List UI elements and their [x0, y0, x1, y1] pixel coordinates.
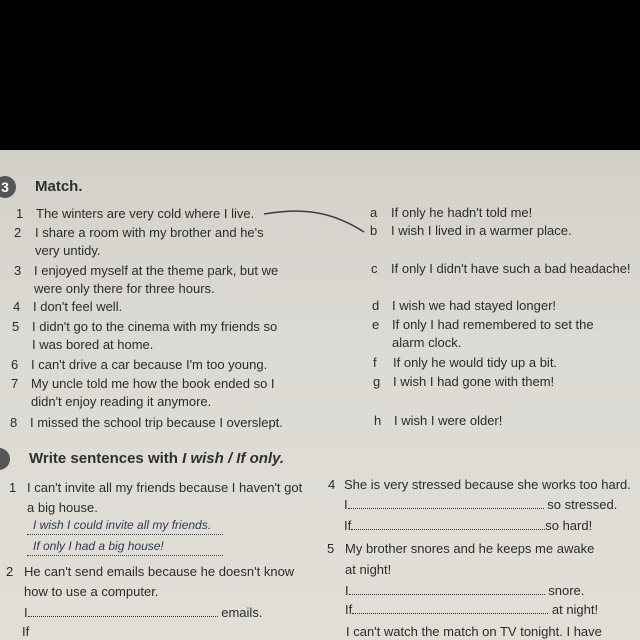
- answer-line: [22, 624, 29, 639]
- answer-start: I: [24, 605, 28, 620]
- question-text-partial: I can't watch the match on TV tonight. I have: [346, 624, 602, 639]
- blank[interactable]: [352, 602, 548, 614]
- item-number: 7: [11, 376, 19, 391]
- answer-letter: e: [372, 317, 380, 332]
- answer-start: If: [344, 518, 352, 533]
- question-number: 4: [328, 477, 336, 492]
- item-number: 2: [14, 225, 22, 240]
- item-text: didn't enjoy reading it anymore.: [31, 394, 212, 409]
- question-text: I can't invite all my friends because I haven't got: [27, 480, 303, 495]
- answer-line: [27, 518, 223, 535]
- answer-letter: h: [374, 413, 382, 428]
- item-text: I share a room with my brother and he's: [35, 225, 264, 240]
- answer-text: I wish we had stayed longer!: [392, 298, 557, 313]
- answer-text: I wish I had gone with them!: [393, 374, 555, 389]
- answer-start: I: [344, 497, 348, 512]
- handwritten-answer: I wish I could invite all my friends.: [33, 518, 212, 532]
- handwritten-answer: If only I had a big house!: [33, 539, 164, 553]
- answer-text: I wish I were older!: [394, 413, 503, 428]
- item-number: 8: [10, 415, 18, 430]
- question-text: He can't send emails because he doesn't know: [24, 564, 295, 579]
- answer-text: If only I had remembered to set the: [392, 317, 594, 332]
- answer-end: at night!: [551, 602, 599, 617]
- item-number: 6: [11, 357, 19, 372]
- answer-letter: b: [370, 223, 378, 238]
- question-text: My brother snores and he keeps me awake: [345, 541, 595, 556]
- question-text: She is very stressed because she works too hard.: [344, 477, 631, 492]
- item-text: very untidy.: [35, 243, 101, 258]
- answer-text: If only I didn't have such a bad headache!: [391, 261, 631, 276]
- answer-line: [344, 518, 592, 533]
- question-number: 2: [6, 564, 14, 579]
- exercise-badge: [0, 448, 10, 470]
- answer-start: If: [22, 624, 30, 639]
- answer-letter: c: [371, 261, 378, 276]
- question-text: how to use a computer.: [24, 584, 159, 599]
- blank[interactable]: [348, 497, 544, 509]
- item-number: 5: [12, 319, 20, 334]
- answer-text: If only he hadn't told me!: [391, 205, 533, 220]
- answer-text: alarm clock.: [392, 335, 462, 350]
- answer-line: [24, 605, 262, 620]
- item-text: I was bored at home.: [32, 337, 154, 352]
- question-number: 5: [327, 541, 335, 556]
- answer-end: so stressed.: [547, 497, 618, 512]
- workbook-page: [0, 150, 640, 640]
- answer-line: [27, 539, 223, 556]
- blank[interactable]: [349, 583, 545, 595]
- answer-text: If only he would tidy up a bit.: [393, 355, 558, 370]
- blank[interactable]: [28, 605, 218, 617]
- blank[interactable]: [351, 518, 545, 530]
- item-number: 1: [16, 206, 24, 221]
- exercise-title: [29, 450, 284, 467]
- item-text: I enjoyed myself at the theme park, but we: [34, 263, 279, 278]
- item-text: I didn't go to the cinema with my friends so: [32, 319, 278, 334]
- exercise-title: Match.: [35, 178, 83, 195]
- answer-line: [345, 583, 584, 598]
- item-text: I missed the school trip because I overslept.: [30, 415, 283, 430]
- answer-letter: g: [373, 374, 381, 389]
- exercise-number: 3: [1, 179, 9, 195]
- exercise-number-badge: [0, 176, 16, 198]
- item-number: 4: [13, 299, 21, 314]
- answer-letter: a: [370, 205, 378, 220]
- item-text: The winters are very cold where I live.: [36, 206, 255, 221]
- item-text: were only there for three hours.: [34, 281, 215, 296]
- item-number: 3: [14, 263, 22, 278]
- question-text: at night!: [345, 562, 392, 577]
- answer-end: emails.: [221, 605, 263, 620]
- item-text: I can't drive a car because I'm too young.: [31, 357, 268, 372]
- question-number: 1: [9, 480, 17, 495]
- answer-start: If: [345, 602, 353, 617]
- answer-line: [345, 602, 598, 617]
- question-text: a big house.: [27, 500, 98, 515]
- answer-letter: f: [373, 355, 377, 370]
- match-line: [260, 206, 370, 236]
- answer-end: snore.: [548, 583, 585, 598]
- item-text: I don't feel well.: [33, 299, 123, 314]
- answer-text: I wish I lived in a warmer place.: [391, 223, 572, 238]
- exercise-title-text: Write sentences with: [29, 450, 183, 467]
- exercise-title-emphasis: I wish / If only.: [182, 450, 285, 467]
- answer-start: I: [345, 583, 349, 598]
- item-text: My uncle told me how the book ended so I: [31, 376, 275, 391]
- answer-letter: d: [372, 298, 380, 313]
- answer-line: [344, 497, 617, 512]
- answer-end: so hard!: [545, 518, 593, 533]
